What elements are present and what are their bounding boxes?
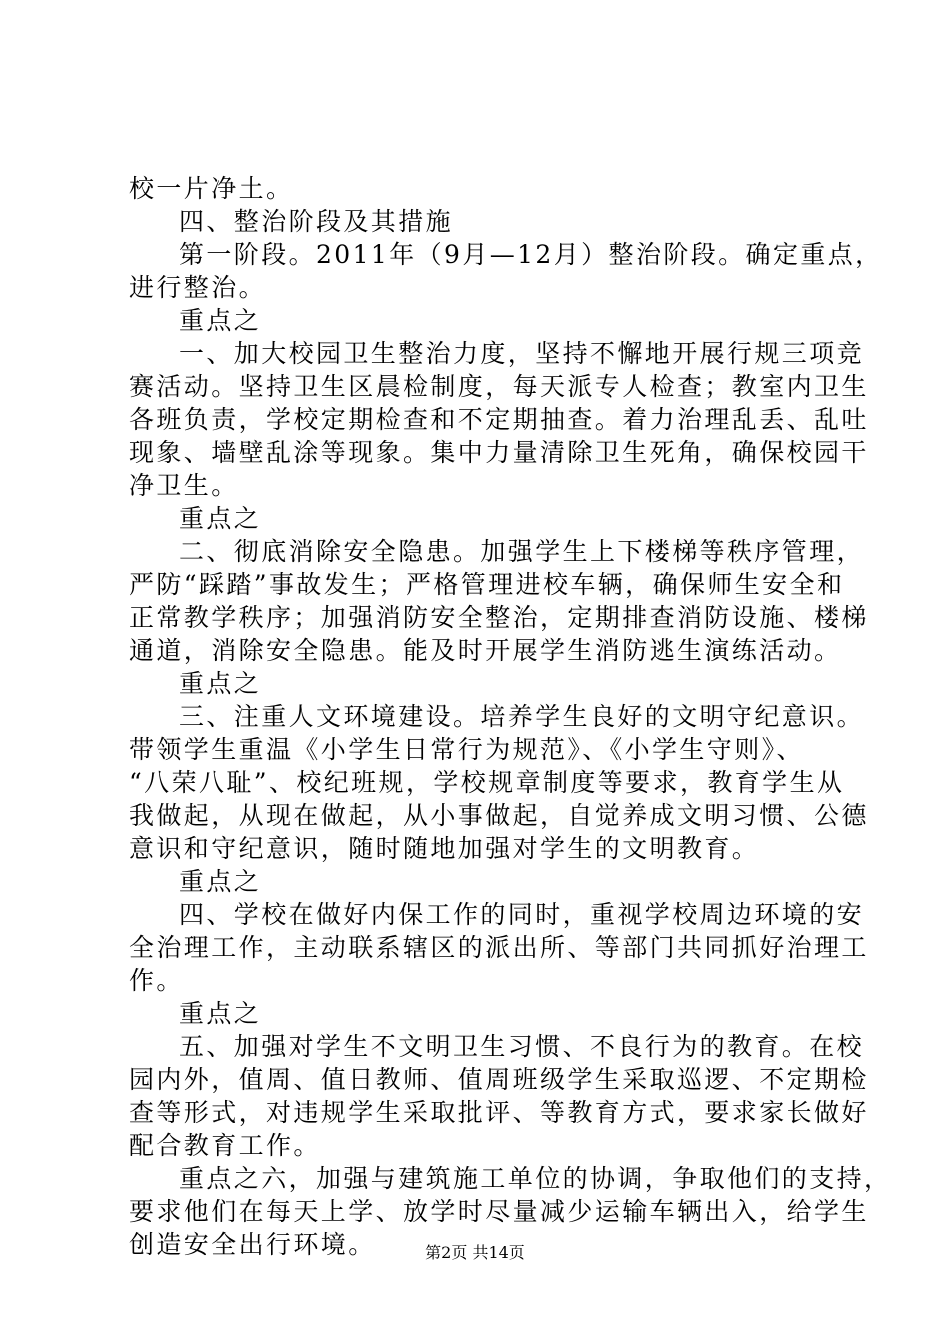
paragraph-line: “八荣八耻”、校纪班规，学校规章制度等要求，教育学生从 (129, 768, 845, 797)
text-line: 校一片净土。 (129, 174, 294, 203)
paragraph-line: 三、注重人文环境建设。培养学生良好的文明守纪意识。 (179, 702, 865, 731)
subheading: 重点之 (179, 669, 262, 698)
subheading: 重点之 (179, 306, 262, 335)
paragraph-line: 四、学校在做好内保工作的同时，重视学校周边环境的安 (179, 900, 865, 929)
paragraph-line: 全治理工作，主动联系辖区的派出所、等部门共同抓好治理工 (129, 933, 869, 962)
document-body (129, 172, 892, 1261)
paragraph-line: 要求他们在每天上学、放学时尽量减少运输车辆出入，给学生 (129, 1197, 869, 1226)
paragraph-line: 配合教育工作。 (129, 1131, 321, 1160)
paragraph-line: 严防“踩踏”事故发生；严格管理进校车辆，确保师生安全和 (129, 570, 845, 599)
paragraph-line: 带领学生重温《小学生日常行为规范》、《小学生守则》、 (129, 735, 804, 764)
paragraph-line: 各班负责，学校定期检查和不定期抽查。着力治理乱丢、乱吐 (129, 405, 869, 434)
paragraph-line: 净卫生。 (129, 471, 239, 500)
paragraph-line: 五、加强对学生不文明卫生习惯、不良行为的教育。在校 (179, 1032, 865, 1061)
paragraph-line: 正常教学秩序；加强消防安全整治，定期排查消防设施、楼梯 (129, 603, 869, 632)
paragraph-line: 现象、墙壁乱涂等现象。集中力量清除卫生死角，确保校园干 (129, 438, 869, 467)
paragraph-line: 查等形式，对违规学生采取批评、等教育方式，要求家长做好 (129, 1098, 869, 1127)
paragraph-line: 进行整治。 (129, 273, 267, 302)
paragraph-line: 作。 (129, 966, 184, 995)
section-heading: 四、整治阶段及其措施 (179, 207, 454, 236)
paragraph-line: 第一阶段。2011年（9月—12月）整治阶段。确定重点， (179, 240, 883, 269)
subheading: 重点之 (179, 999, 262, 1028)
subheading: 重点之 (179, 504, 262, 533)
subheading: 重点之 (179, 867, 262, 896)
page-number-footer: 第2页 共14页 (425, 1243, 525, 1262)
paragraph-line: 意识和守纪意识，随时随地加强对学生的文明教育。 (129, 834, 760, 863)
paragraph-line: 一、加大校园卫生整治力度，坚持不懈地开展行规三项竞 (179, 339, 865, 368)
paragraph-line: 二、彻底消除安全隐患。加强学生上下楼梯等秩序管理， (179, 537, 865, 566)
paragraph-line: 我做起，从现在做起，从小事做起，自觉养成文明习惯、公德 (129, 801, 869, 830)
paragraph-line: 创造安全出行环境。 (129, 1230, 376, 1259)
paragraph-line: 重点之六，加强与建筑施工单位的协调，争取他们的支持， (179, 1164, 892, 1193)
paragraph-line: 通道，消除安全隐患。能及时开展学生消防逃生演练活动。 (129, 636, 842, 665)
paragraph-line: 赛活动。坚持卫生区晨检制度，每天派专人检查；教室内卫生 (129, 372, 869, 401)
paragraph-line: 园内外，值周、值日教师、值周班级学生采取巡逻、不定期检 (129, 1065, 869, 1094)
